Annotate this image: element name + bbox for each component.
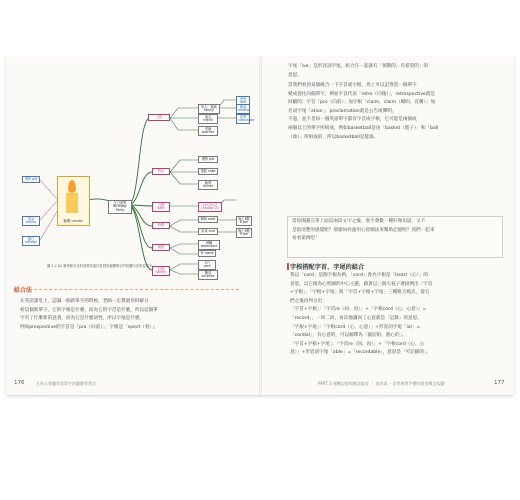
body-paragraph: 在英語課堂上，認識一個新單字的時候，老師一定教過你拆解分 析這個新單字。它的字根是什麼，而為它的字首是什麼，所以這個單 字有了什麼新的意義，而為它是什麼詞性，所以字尾是什麼。 例如prospective的字首是「pro（向前）」，字根是「spect（看）」， <box>20 299 159 330</box>
page-number: 177 <box>494 380 505 386</box>
heading-bar <box>287 263 289 270</box>
mindmap-node: 親戚 relative <box>236 104 250 114</box>
figure-caption: 圖 2-7-02 範例使用目的就要知道你要寫的蠟燭單字的相關內容學習單字 <box>47 264 153 268</box>
mindmap-node: 禮物 gift <box>198 156 218 163</box>
mindmap-node: 蛋糕 cake <box>198 168 218 175</box>
body-paragraph: 當我們看到某個組合一下字首或字根，馬上可以記得當一個單字 變成從往向個單字，例如字首代表「retro（向後）」，retrospective就是 回顧的；字首「pro（向前）」加字根「claim、claim（喊叫、宣稱）」加 名詞字尾「ation」，proclamation就是公告或聲明。 不過，並不是每一個英語單字都有字首或字根，它可能是兩個或 兩個以上的單字所組成，例如basketball是由「basket（籃子）」和「ball （球）」所組成的，所以basketball是籃球。 <box>288 83 439 140</box>
mindmap-node: 禮物 gift <box>22 176 40 183</box>
mindmap-node: 節日 holiday <box>22 236 40 246</box>
mindmap-node: 其他 others <box>152 266 170 276</box>
mindmap-node: 地點 <box>152 244 170 251</box>
body-paragraph: 字尾「ive」是形容詞字尾，組合在一起就有「預期的、有希望的」的 意思。 <box>288 64 429 78</box>
mindmap-node: 晚上9點 9 pm <box>236 228 252 238</box>
mindmap-node: 爸爸 dad <box>236 96 250 106</box>
mindmap-node: 老師 teacher <box>198 126 218 136</box>
section-title: 組合法 <box>14 287 33 294</box>
mindmap-node: 10月21日 October 21 <box>198 202 222 212</box>
mindmap-node: 電話 phone <box>22 216 40 226</box>
mindmap-node: 晚上6點 6 pm <box>236 216 252 226</box>
mindmap-node: 人物 <box>148 114 170 121</box>
mindmap-node: 生日派對 Birthday Party <box>108 200 132 214</box>
running-footer: PART 3 運轉記憶與概念組成 ｜ 第四章 一次學會單字體的重要概念規劃 <box>318 381 445 386</box>
mindmap-center-label: 蠟燭 candle <box>63 219 83 223</box>
mindmap-node: 驚喜 surprise <box>198 270 218 280</box>
candle-icon <box>66 193 78 213</box>
mindmap-node: 餐廳 restaurant <box>198 240 220 250</box>
mindmap-node: 家 home <box>198 250 216 257</box>
running-footer: 五秒心智圖學英單字的圖解學習法 <box>36 381 96 386</box>
mindmap-node: 家人・親戚 family <box>198 104 220 114</box>
flame-icon <box>68 180 76 193</box>
section-title: 字根搭配字首、字尾的組合 <box>290 264 365 271</box>
mindmap-node: 晚餐 dinner <box>198 180 218 190</box>
mindmap-node: 時間 <box>152 222 170 229</box>
mindmap-node: 卡片 card <box>198 260 216 270</box>
mindmap-node: 結束 end <box>198 228 218 235</box>
page-number: 176 <box>14 380 25 386</box>
body-paragraph: 我以「cord」這個字根為例，「cord」會為字根是「heart（心）」的 意思，以它做為心智圖的中心主題，藉著以三個大枝子連接例出「字首 +字根」、「字根+字尾」與「字首+字根+字尾」三種組合模式，從它 們之後再列分出： 「字首+字根」：「字首re（回、再）」+「字根cord（心、心意）」= 「record」，一回二回，再次地讓回了心意就是「記錄」的意思。 「字根+字尾」：「字根cord（心、心意）」+形容詞字尾「ial」= 「cordial」，有心意的，可以解釋為「親切的、熱心的」。 「字首+字根+字尾」：「字首re（回、再）」+「字根cord（心、心 意）」+形容詞字尾「able」=「recordable」，意思是「可記錄的」。 <box>290 273 433 356</box>
mindmap-node: 朋友 friend <box>198 114 218 124</box>
heading-rule <box>34 289 239 290</box>
mindmap-node: 物品 <box>152 168 170 175</box>
mindmap-node: 開始 start <box>198 216 218 223</box>
mindmap-node: 日期 date <box>152 202 170 212</box>
mindmap-node: 同學 classmate <box>236 114 250 124</box>
callout-text: 當你閱讀完單上面這兩段文字之後，會不會數一種好像知道，又不 是很清楚的感覺呢？那麼如何運用心智圖法來幫助記憶呢？我們一起來 看看案例吧！ <box>292 219 435 242</box>
